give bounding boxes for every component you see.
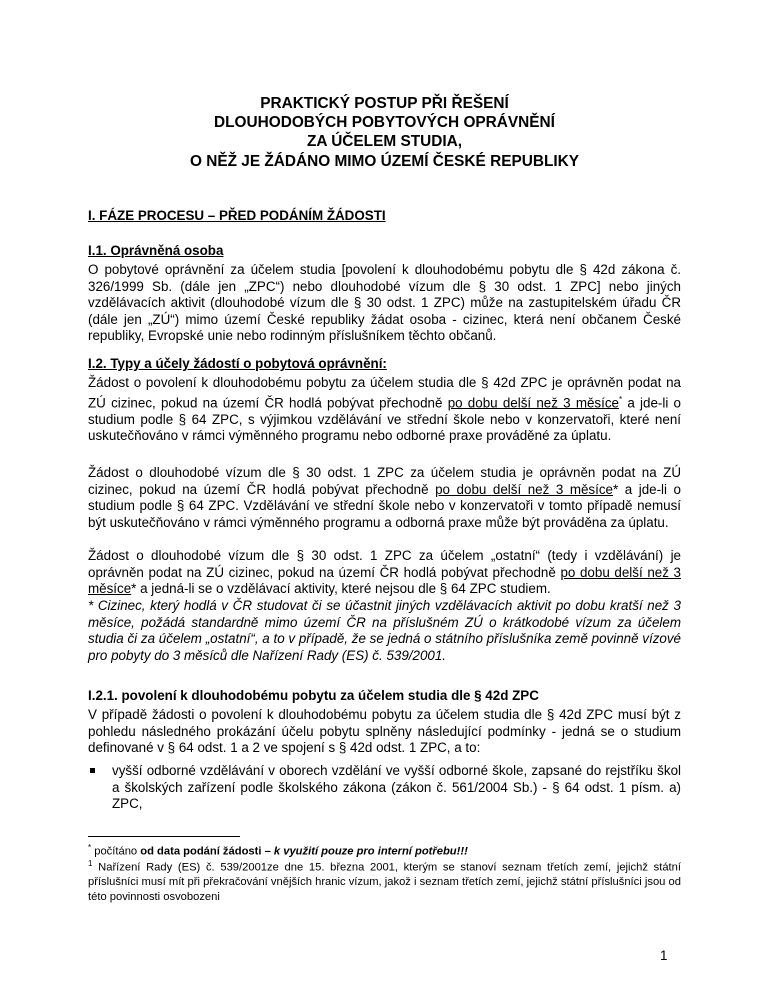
- footnote-2: $^1$ Nařízení Rady (ES) č. 539/2001ze dne 15. března 2001, kterým se stanoví seznam třetích zemí, jejichž státní příslušníci musí mít při překračování vnějších hranic vízum, jakož i seznam třetích zemí, jejichž státní příslušníci jsou od této povinnosti osvobozeni: [88, 859, 681, 903]
- title-line-1: PRAKTICKÝ POSTUP PŘI ŘEŠENÍ: [260, 95, 509, 112]
- title-line-4: O NĚŽ JE ŽÁDÁNO MIMO ÚZEMÍ ČESKÉ REPUBLIKY: [189, 152, 580, 170]
- subsection-heading-42d: I.2.1. povolení k dlouhodobému pobytu za účelem studia dle § 42d ZPC: [88, 688, 539, 703]
- page-number: 1: [660, 948, 668, 963]
- document-title: [88, 94, 681, 171]
- title-line-2: DLOUHODOBÝCH POBYTOVÝCH OPRÁVNĚNÍ: [214, 114, 555, 132]
- paragraph-types-3: Žádost o dlouhodobé vízum dle § 30 odst. 1 ZPC za účelem „ostatní“ (tedy i vzdělávání) je oprávněn podat na ZÚ cizinec, pokud na území ČR hodlá pobývat přechodně po dobu delší než 3 měsíce* a jedná-li se o vzdělávací aktivity, které nejsou dle § 64 ZPC studiem.: [88, 548, 681, 597]
- bullet-square-icon: [90, 768, 95, 773]
- footnote-1: * počítáno od data podání žádosti – k využití pouze pro interní potřebu!!!: [88, 843, 468, 858]
- paragraph-types-2: Žádost o dlouhodobé vízum dle § 30 odst. 1 ZPC za účelem studia je oprávněn podat na ZÚ cizinec, pokud na území ČR hodlá pobývat přechodně po dobu delší než 3 měsíce* a jde-li o studium podle § 64 ZPC. Vzdělávání ve střední škole nebo v konzervatoři v tomto případě nemusí být uskutečňováno v rámci výměnného programu a odborná praxe může být prováděna za úplatu.: [88, 465, 681, 530]
- paragraph-eligible-person: O pobytové oprávnění za účelem studia [povolení k dlouhodobému pobytu dle § 42d zákona č. 326/1999 Sb. (dále jen „ZPC“) nebo dlouhodobé vízum dle § 30 odst. 1 ZPC] nebo jiných vzdělávacích aktivit (dlouhodobé vízum dle § 30 odst. 1 ZPC) může na zastupitelském úřadu ČR (dále jen „ZÚ“) mimo území České republiky žádat osoba - cizinec, která není občanem České republiky, Evropské unie nebo rodinným příslušníkem těchto občanů.: [88, 262, 681, 344]
- subsection-heading-eligible-person: I.1. Oprávněná osoba: [88, 243, 224, 258]
- italic-note-short-stay: * Cizinec, který hodlá v ČR studovat či se účastnit jiných vzdělávacích aktivit po dobu kratší než 3 měsíce, požádá standardně mimo území ČR na příslušném ZÚ o krátkodobé vízum za účelem studia či za účelem „ostatní“, a to v případě, že se jedná o státního příslušníka země povinně vízové pro pobyty do 3 měsíců dle Nařízení Rady (ES) č. 539/2001.: [88, 598, 681, 663]
- list-item-text: vyšší odborné vzdělávání v oborech vzdělání ve vyšší odborné škole, zapsané do rejstříku škol a školských zařízení podle školského zákona (zákon č. 561/2004 Sb.) - § 64 odst. 1 písm. a) ZPC,: [112, 763, 681, 812]
- paragraph-types-1: Žádost o povolení k dlouhodobému pobytu za účelem studia dle § 42d ZPC je oprávněn podat na ZÚ cizinec, pokud na území ČR hodlá pobývat přechodně po dobu delší než 3 měsíce* a jde-li o studium podle § 64 ZPC, s výjimkou vzdělávání ve střední škole nebo v konzervatoři, které není uskutečňováno v rámci výměnného programu nebo odborné praxe prováděné za úplatu.: [88, 375, 681, 444]
- paragraph-42d-conditions: V případě žádosti o povolení k dlouhodobému pobytu za účelem studia dle § 42d ZPC musí být z pohledu následného prokázání účelu pobytu splněny následující podmínky - jedná se o studium definované v § 64 odst. 1 a 2 ve spojení s § 42d odst. 1 ZPC, a to:: [88, 707, 681, 756]
- subsection-heading-types: I.2. Typy a účely žádostí o pobytová oprávnění:: [88, 356, 387, 371]
- title-line-3: ZA ÚČELEM STUDIA,: [306, 133, 463, 151]
- section-heading-phase-1: I. FÁZE PROCESU – PŘED PODÁNÍM ŽÁDOSTI: [88, 208, 386, 223]
- footnote-separator: [88, 836, 240, 837]
- list-item: [88, 763, 681, 813]
